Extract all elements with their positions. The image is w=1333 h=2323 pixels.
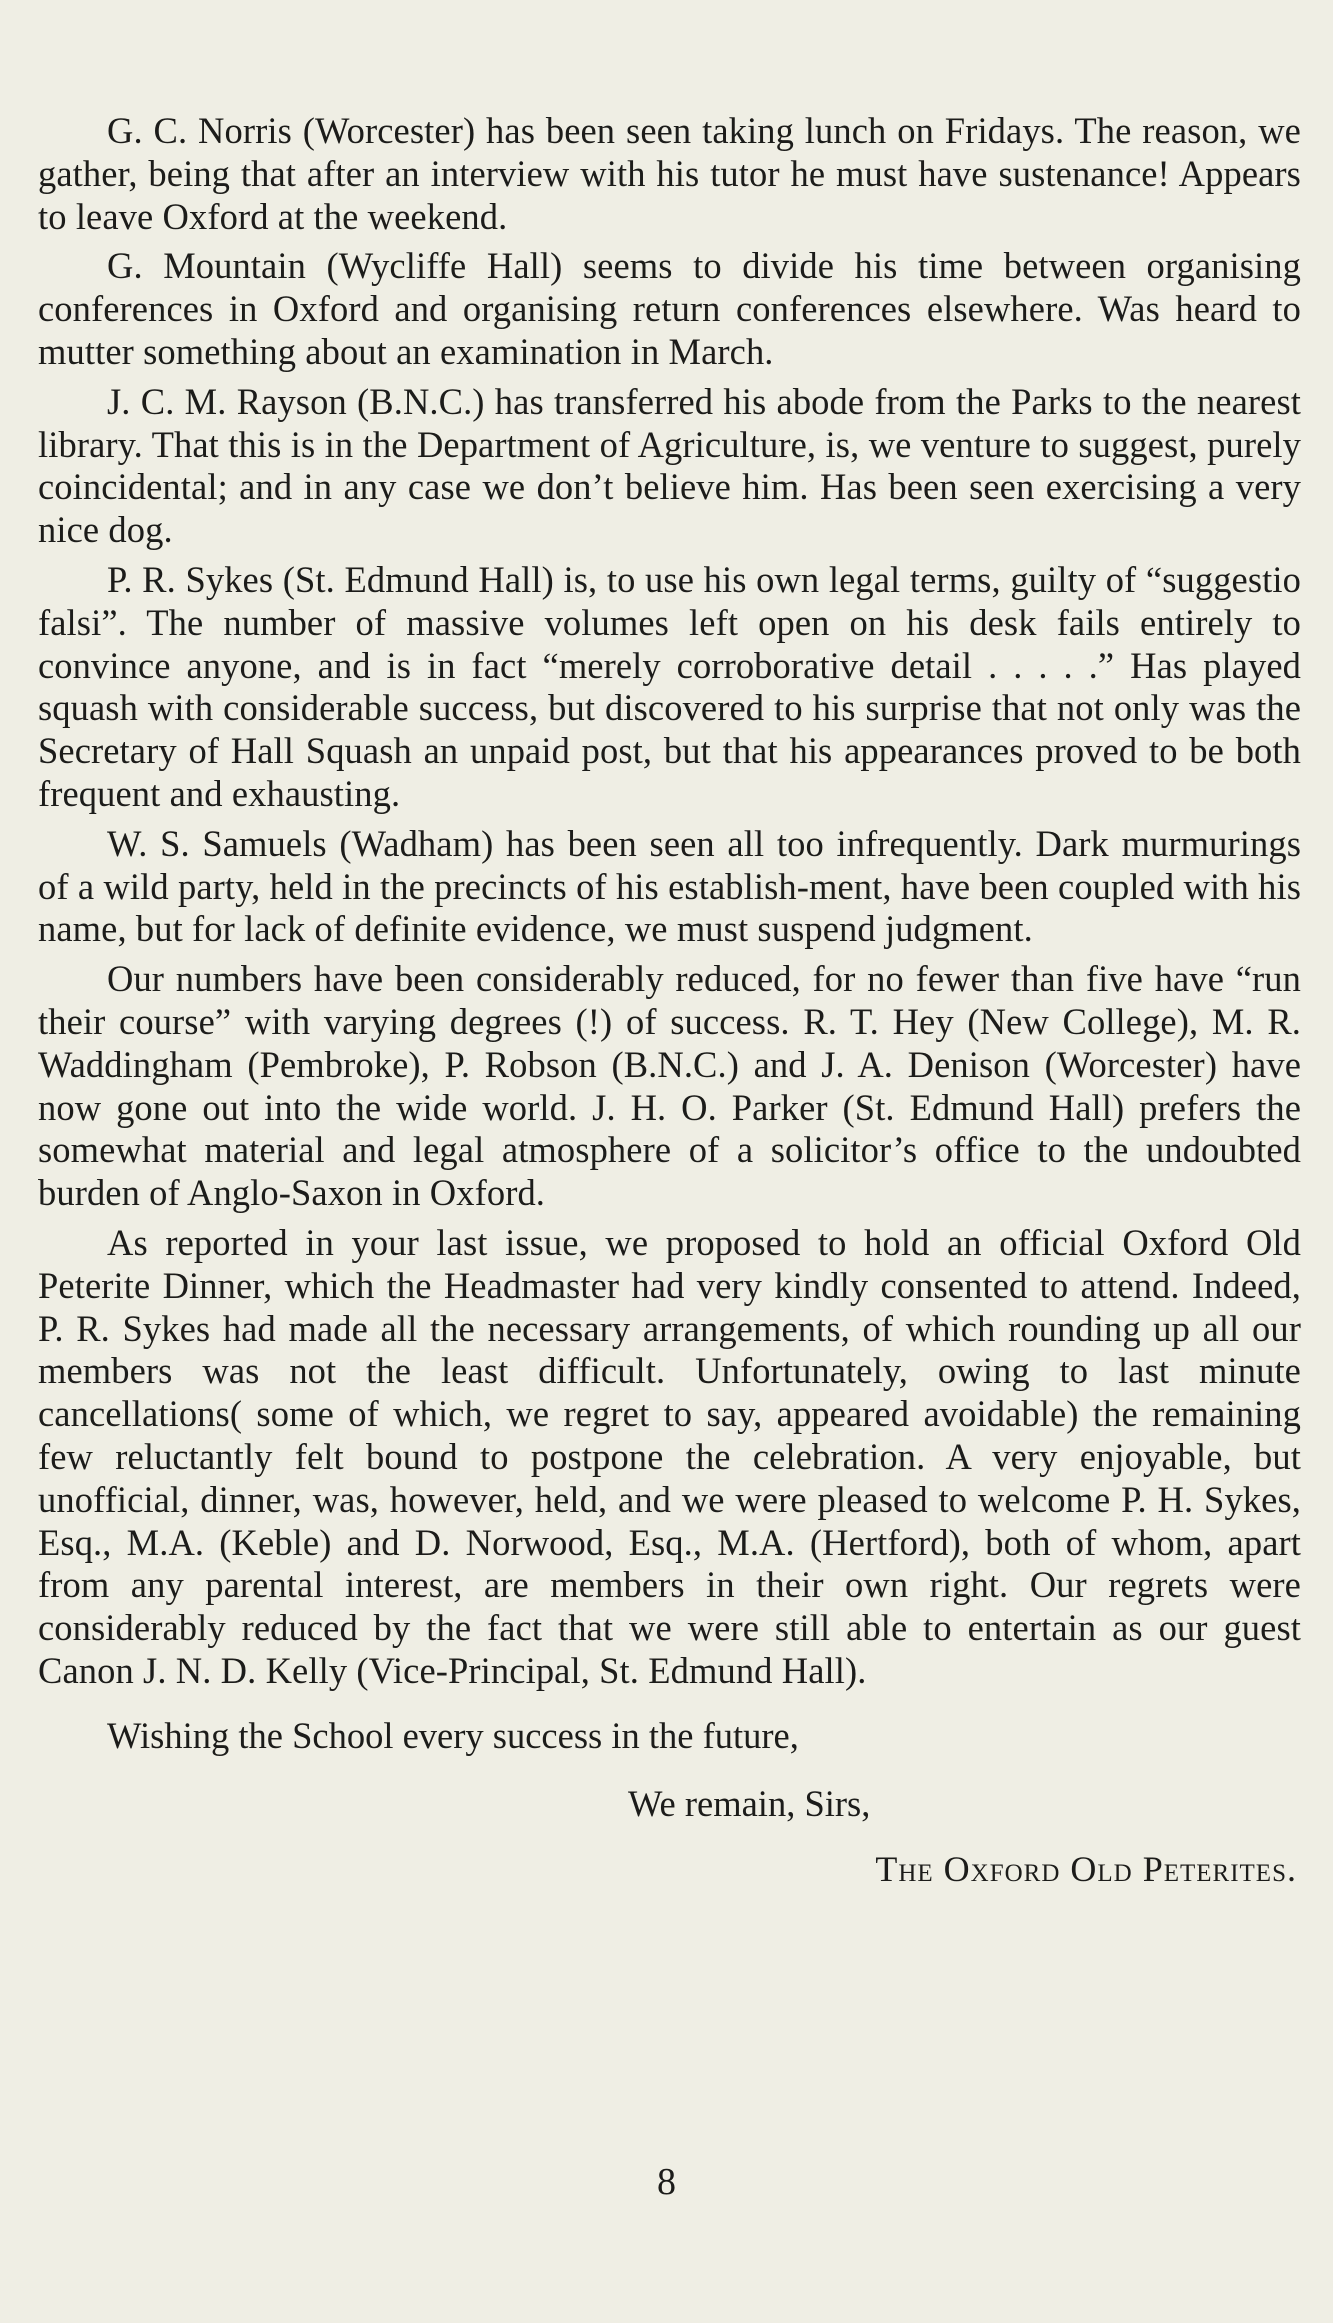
paragraph-rayson: J. C. M. Rayson (B.N.C.) has transferred his abode from the Parks to the nearest library. That this is in the Department of Agriculture, is, we venture to suggest, purely coincidental; and in any case we don’t believe him. Has been seen exercising a very nice dog.: [38, 380, 1301, 551]
paragraph-samuels: W. S. Samuels (Wadham) has been seen all too infrequently. Dark murmurings of a wild party, held in the precincts of his establish-ment, have been coupled with his name, but for lack of definite evidence, we must suspend judgment.: [38, 822, 1301, 950]
letter-body: [38, 110, 1301, 1693]
valediction: We remain, Sirs,: [628, 1783, 871, 1825]
paragraph-mountain: G. Mountain (Wycliffe Hall) seems to divide his time between organising conferences in Oxford and organising return conferences elsewhere. Was heard to mutter something about an examination in March.: [38, 245, 1301, 372]
paragraph-numbers: Our numbers have been considerably reduced, for no fewer than five have “run their course” with varying degrees (!) of success. R. T. Hey (New College), M. R. Waddingham (Pembroke), P. Robson (B.N.C.) and J. A. Denison (Worcester) have now gone out into the wide world. J. H. O. Parker (St. Edmund Hall) prefers the somewhat material and legal atmosphere of a solicitor’s office to the undoubted burden of Anglo-Saxon in Oxford.: [38, 958, 1301, 1214]
signature: The Oxford Old Peterites.: [875, 1849, 1297, 1890]
page-number: 8: [657, 2161, 676, 2203]
paragraph-dinner: As reported in your last issue, we proposed to hold an official Oxford Old Peterite Dinner, which the Headmaster had very kindly consented to attend. Indeed, P. R. Sykes had made all the necessary arrangements, of which rounding up all our members was not the least difficult. Unfortunately, owing to last minute cancellations( some of which, we regret to say, appeared avoidable) the remaining few reluctantly felt bound to postpone the celebration. A very enjoyable, but unofficial, dinner, was, however, held, and we were pleased to welcome P. H. Sykes, Esq., M.A. (Keble) and D. Norwood, Esq., M.A. (Hertford), both of whom, apart from any parental interest, are members in their own right. Our regrets were considerably reduced by the fact that we were still able to entertain as our guest Canon J. N. D. Kelly (Vice-Principal, St. Edmund Hall).: [38, 1221, 1301, 1691]
paragraph-sykes: P. R. Sykes (St. Edmund Hall) is, to use his own legal terms, guilty of “suggestio falsi”. The number of massive volumes left open on his desk fails entirely to convince anyone, and is in fact “merely corroborative detail . . . . .” Has played squash with considerable success, but discovered to his surprise that not only was the Secretary of Hall Squash an unpaid post, but that his appearances proved to be both frequent and exhausting.: [38, 558, 1301, 814]
paragraph-norris: G. C. Norris (Worcester) has been seen taking lunch on Fridays. The reason, we gather, being that after an interview with his tutor he must have sustenance! Appears to leave Oxford at the weekend.: [38, 110, 1301, 237]
closing-line: Wishing the School every success in the future,: [107, 1714, 799, 1756]
